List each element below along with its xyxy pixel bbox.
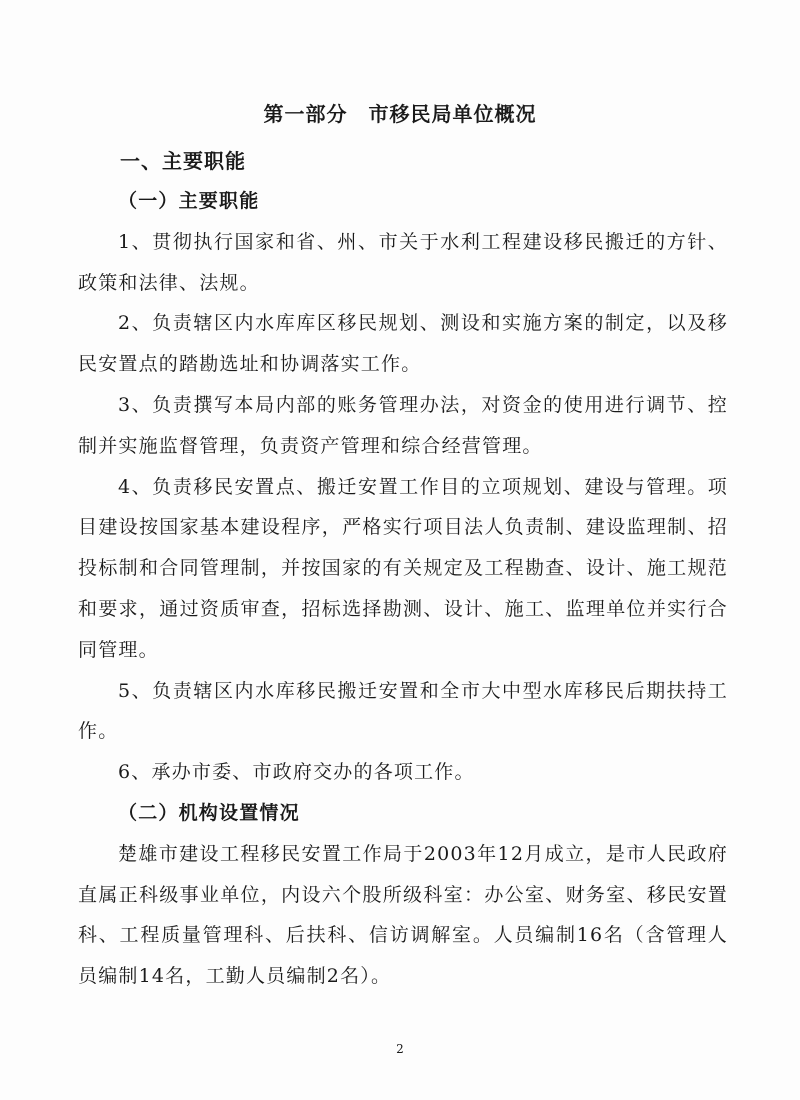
organization-paragraph: 楚雄市建设工程移民安置工作局于2003年12月成立，是市人民政府直属正科级事业单位，内设六个股所级科室：办公室、财务室、移民安置科、工程质量管理科、后扶科、信访调解室。人员编制16名（含管理人员编制14名，工勤人员编制2名）。 (78, 842, 728, 988)
duty-item-5: 5、负责辖区内水库移民搬迁安置和全市大中型水库移民后期扶持工作。 (78, 679, 728, 743)
document-body (78, 181, 728, 997)
duty-item-4: 4、负责移民安置点、搬迁安置工作目的立项规划、建设与管理。项目建设按国家基本建设程序，严格实行项目法人负责制、建设监理制、招投标制和合同管理制，并按国家的有关规定及工程勘查、设计、施工规范和要求，通过资质审查，招标选择勘测、设计、施工、监理单位并实行合同管理。 (78, 475, 728, 661)
page-number: 2 (396, 1042, 404, 1056)
duty-item-6: 6、承办市委、市政府交办的各项工作。 (118, 761, 475, 784)
duty-item-3: 3、负责撰写本局内部的账务管理办法，对资金的使用进行调节、控制并实施监督管理，负责资产管理和综合经营管理。 (78, 393, 728, 457)
duty-item-1: 1、贯彻执行国家和省、州、市关于水利工程建设移民搬迁的方针、政策和法律、法规。 (78, 230, 728, 294)
page-title: 第一部分 市移民局单位概况 (263, 102, 537, 126)
section-heading: 一、主要职能 (120, 149, 246, 173)
subsection-heading-functions: （一）主要职能 (118, 190, 260, 212)
duty-item-2: 2、负责辖区内水库库区移民规划、测设和实施方案的制定，以及移民安置点的踏勘选址和协调落实工作。 (78, 312, 728, 376)
subsection-heading-organization: （二）机构设置情况 (118, 801, 300, 824)
